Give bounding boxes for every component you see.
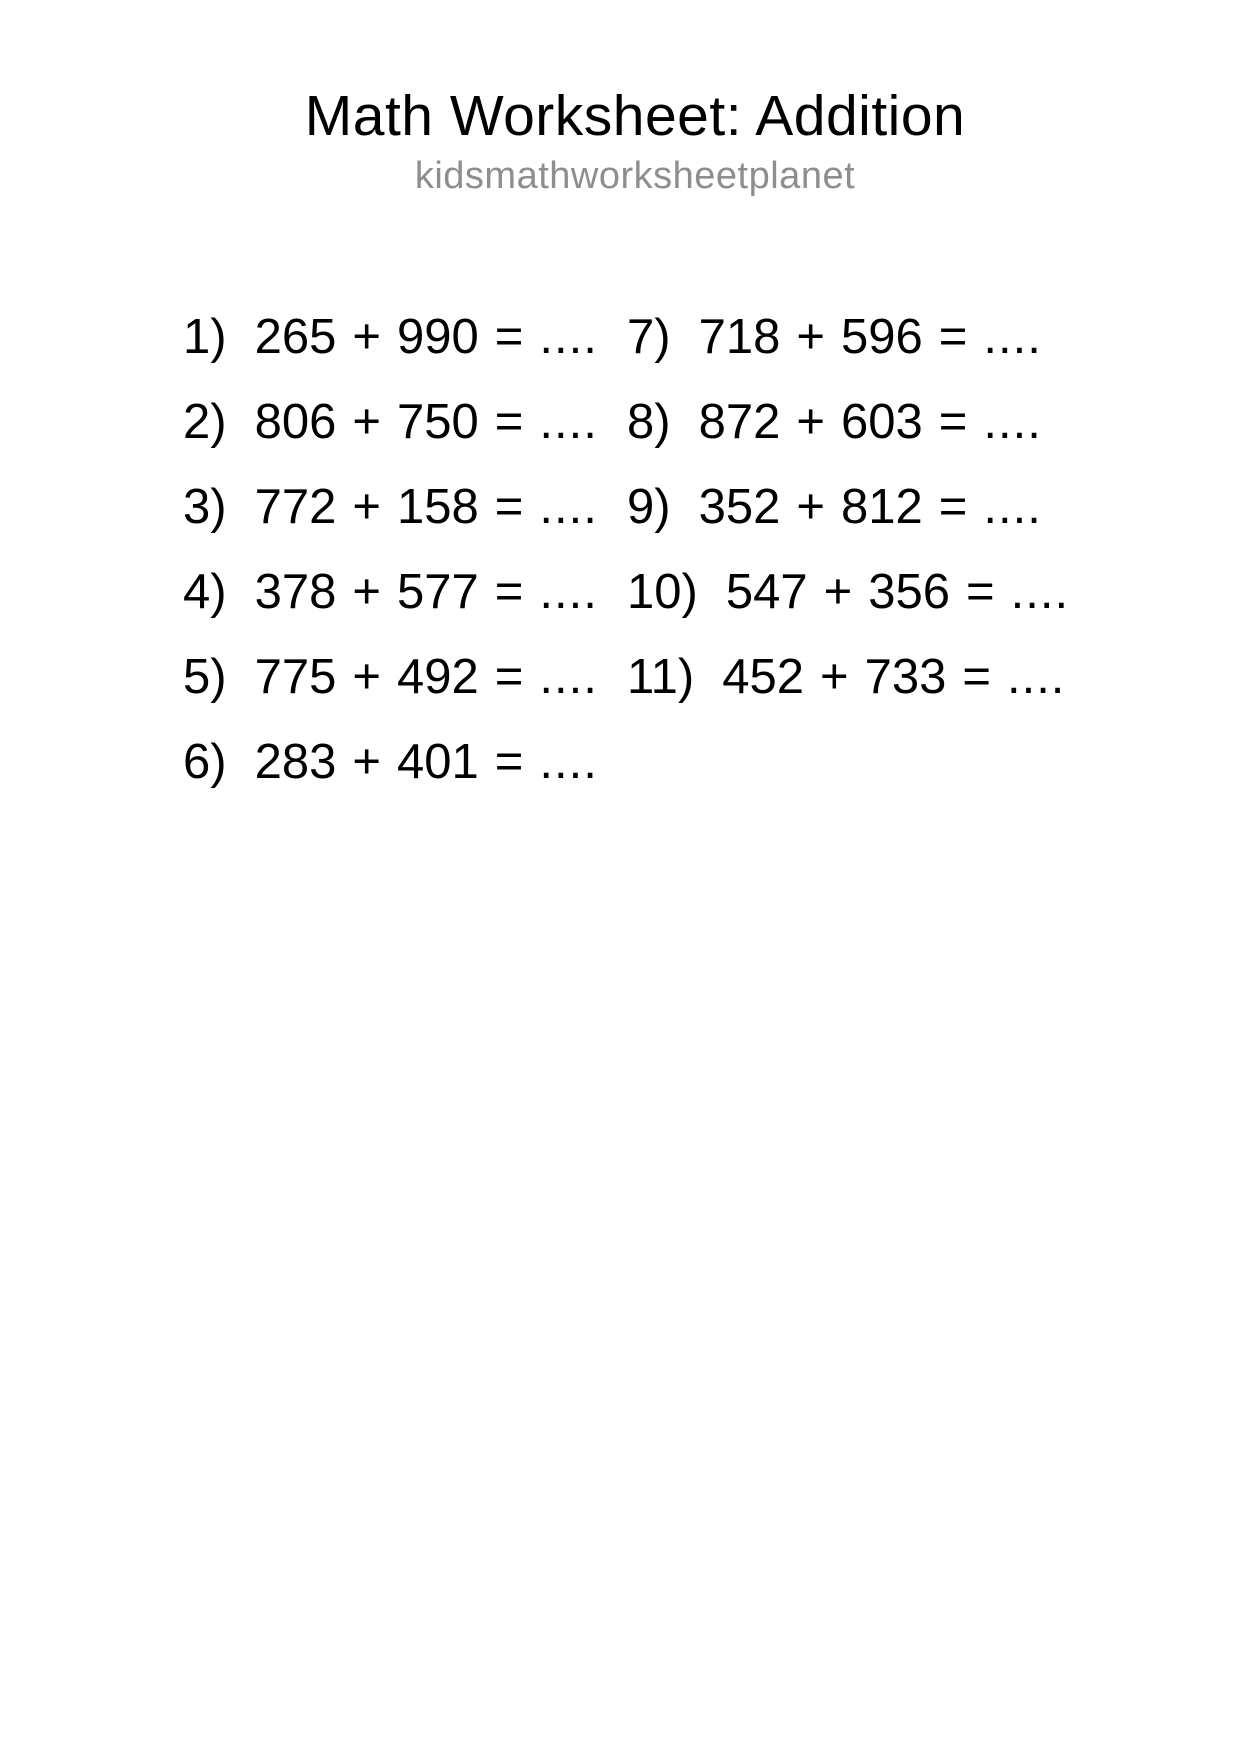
plus-operator: + bbox=[352, 735, 381, 789]
operand-b: 596 bbox=[840, 310, 923, 364]
answer-blank: .... bbox=[539, 565, 598, 619]
problems-column-left bbox=[183, 295, 598, 805]
problem-number: 2) bbox=[183, 395, 227, 449]
problem-number: 10) bbox=[627, 565, 698, 619]
equals-sign: = bbox=[494, 735, 524, 789]
problem-number: 8) bbox=[627, 395, 671, 449]
answer-blank: .... bbox=[539, 395, 598, 449]
problem-4 bbox=[183, 550, 598, 635]
operand-a: 775 bbox=[254, 650, 337, 704]
problem-number: 3) bbox=[183, 480, 227, 534]
operand-a: 452 bbox=[722, 650, 804, 704]
plus-operator: + bbox=[352, 395, 381, 449]
problem-number: 9) bbox=[627, 480, 671, 534]
problem-11 bbox=[627, 635, 1069, 720]
answer-blank: .... bbox=[539, 310, 598, 364]
operand-b: 492 bbox=[396, 650, 479, 704]
problem-number: 6) bbox=[183, 735, 227, 789]
answer-blank: .... bbox=[539, 735, 598, 789]
plus-operator: + bbox=[352, 650, 381, 704]
problem-8 bbox=[627, 380, 1069, 465]
plus-operator: + bbox=[796, 310, 825, 364]
operand-a: 806 bbox=[254, 395, 337, 449]
operand-a: 872 bbox=[698, 395, 781, 449]
worksheet-header bbox=[15, 85, 1240, 197]
operand-a: 378 bbox=[254, 565, 337, 619]
problem-1 bbox=[183, 295, 598, 380]
operand-b: 401 bbox=[396, 735, 479, 789]
answer-blank: .... bbox=[539, 650, 598, 704]
plus-operator: + bbox=[819, 650, 849, 704]
operand-a: 283 bbox=[254, 735, 337, 789]
plus-operator: + bbox=[823, 565, 853, 619]
operand-a: 547 bbox=[725, 565, 808, 619]
operand-b: 603 bbox=[840, 395, 923, 449]
plus-operator: + bbox=[352, 310, 381, 364]
problem-5 bbox=[183, 635, 598, 720]
plus-operator: + bbox=[796, 480, 825, 534]
operand-a: 265 bbox=[254, 310, 337, 364]
answer-blank: .... bbox=[1006, 650, 1066, 704]
equals-sign: = bbox=[962, 650, 991, 704]
answer-blank: .... bbox=[983, 395, 1042, 449]
plus-operator: + bbox=[352, 565, 381, 619]
operand-a: 352 bbox=[698, 480, 781, 534]
operand-a: 718 bbox=[698, 310, 781, 364]
problem-3 bbox=[183, 465, 598, 550]
operand-b: 812 bbox=[840, 480, 923, 534]
operand-b: 990 bbox=[396, 310, 479, 364]
problem-number: 11) bbox=[627, 650, 695, 704]
answer-blank: .... bbox=[983, 310, 1042, 364]
equals-sign: = bbox=[965, 565, 995, 619]
answer-blank: .... bbox=[539, 480, 598, 534]
problem-9 bbox=[627, 465, 1069, 550]
answer-blank: .... bbox=[1010, 565, 1070, 619]
problem-7 bbox=[627, 295, 1069, 380]
site-watermark: kidsmathworksheetplanet bbox=[414, 154, 856, 197]
problem-number: 5) bbox=[183, 650, 227, 704]
answer-blank: .... bbox=[983, 480, 1042, 534]
problem-6 bbox=[183, 720, 598, 805]
equals-sign: = bbox=[494, 310, 524, 364]
operand-b: 750 bbox=[396, 395, 479, 449]
problem-number: 4) bbox=[183, 565, 227, 619]
operand-b: 577 bbox=[396, 565, 479, 619]
operand-b: 733 bbox=[864, 650, 947, 704]
plus-operator: + bbox=[796, 395, 825, 449]
page-title: Math Worksheet: Addition bbox=[304, 84, 966, 148]
equals-sign: = bbox=[494, 565, 524, 619]
equals-sign: = bbox=[938, 480, 968, 534]
equals-sign: = bbox=[938, 395, 968, 449]
problem-number: 1) bbox=[183, 310, 227, 364]
plus-operator: + bbox=[352, 480, 381, 534]
equals-sign: = bbox=[494, 650, 524, 704]
operand-b: 356 bbox=[868, 565, 950, 619]
equals-sign: = bbox=[494, 395, 524, 449]
operand-a: 772 bbox=[254, 480, 337, 534]
operand-b: 158 bbox=[396, 480, 479, 534]
equals-sign: = bbox=[938, 310, 968, 364]
problem-2 bbox=[183, 380, 598, 465]
equals-sign: = bbox=[494, 480, 524, 534]
problems-column-right bbox=[627, 295, 1069, 720]
problem-10 bbox=[627, 550, 1069, 635]
problem-number: 7) bbox=[627, 310, 671, 364]
